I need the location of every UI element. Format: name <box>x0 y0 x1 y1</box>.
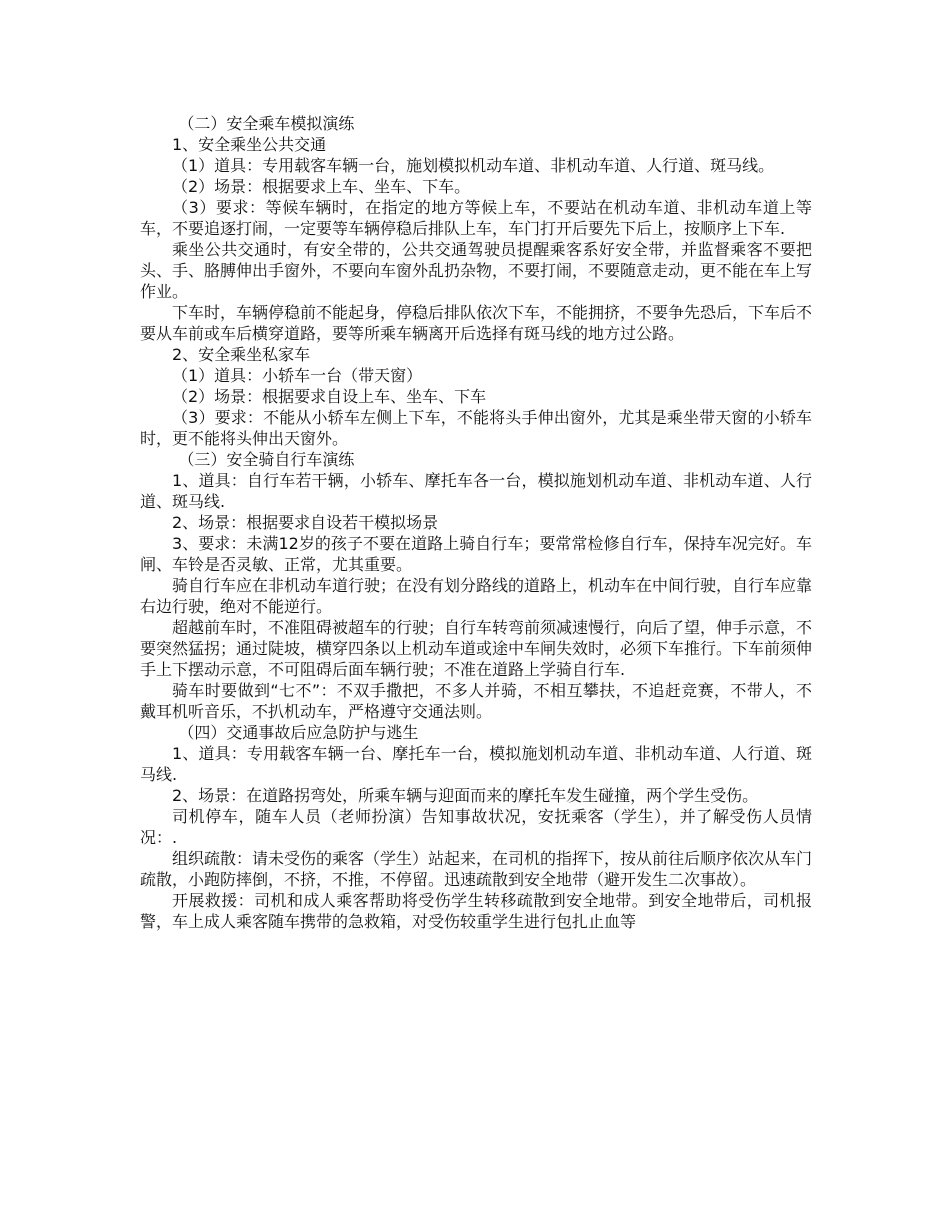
paragraph: 开展救援：司机和成人乘客帮助将受伤学生转移疏散到安全地带。到安全地带后，司机报警，车上成人乘客随车携带的急救箱，对受伤较重学生进行包扎止血等 <box>140 891 812 931</box>
paragraph: 3、要求：未满12岁的孩子不要在道路上骑自行车；要常常检修自行车，保持车况完好。车闸、车铃是否灵敏、正常，尤其重要。 <box>140 534 812 574</box>
paragraph: 组织疏散：请未受伤的乘客（学生）站起来，在司机的指挥下，按从前往后顺序依次从车门疏散，小跑防摔倒，不挤，不推，不停留。迅速疏散到安全地带（避开发生二次事故）。 <box>140 849 813 889</box>
paragraph: （1）道具：专用载客车辆一台，施划模拟机动车道、非机动车道、人行道、斑马线。 <box>172 156 775 175</box>
section-heading-3: （三）安全骑自行车演练 <box>178 450 355 469</box>
paragraph: 司机停车，随车人员（老师扮演）告知事故状况，安抚乘客（学生），并了解受伤人员情况：. <box>140 807 812 847</box>
paragraph: 超越前车时，不准阻碍被超车的行驶；自行车转弯前须减速慢行，向后了望，伸手示意，不要突然猛拐；通过陡坡，横穿四条以上机动车道或途中车闸失效时，必须下车推行。下车前须伸手上下摆动示意，不可阻碍后面车辆行驶；不准在道路上学骑自行车. <box>140 618 813 679</box>
section-heading-4: （四）交通事故后应急防护与逃生 <box>178 723 419 742</box>
paragraph: 骑车时要做到“七不”：不双手撒把，不多人并骑，不相互攀扶，不追赶竞赛，不带人，不戴耳机听音乐，不扒机动车，严格遵守交通法则。 <box>140 681 812 721</box>
subsection-heading-public-transport: 1、安全乘坐公共交通 <box>172 135 327 154</box>
paragraph: 骑自行车应在非机动车道行驶；在没有划分路线的道路上，机动车在中间行驶，自行车应靠右边行驶，绝对不能逆行。 <box>140 576 813 616</box>
paragraph: （2）场景：根据要求上车、坐车、下车。 <box>172 177 471 196</box>
paragraph: （1）道具：小轿车一台（带天窗） <box>172 366 423 385</box>
section-heading-2: （二）安全乘车模拟演练 <box>178 114 355 133</box>
paragraph: （2）场景：根据要求自设上车、坐车、下车 <box>172 387 487 406</box>
paragraph: 1、道具：自行车若干辆，小轿车、摩托车各一台，模拟施划机动车道、非机动车道、人行道、斑马线. <box>140 471 812 511</box>
paragraph: 2、场景：根据要求自设若干模拟场景 <box>172 513 439 532</box>
paragraph: （3）要求：等候车辆时，在指定的地方等候上车，不要站在机动车道、非机动车道上等车，不要追逐打闹，一定要等车辆停稳后排队上车，车门打开后要先下后上，按顺序上下车. <box>140 198 812 238</box>
document-body <box>140 113 812 932</box>
paragraph: 1、道具：专用载客车辆一台、摩托车一台，模拟施划机动车道、非机动车道、人行道、斑马线. <box>140 744 812 784</box>
paragraph: （3）要求：不能从小轿车左侧上下车，不能将头手伸出窗外，尤其是乘坐带天窗的小轿车时，更不能将头伸出天窗外。 <box>140 408 812 448</box>
paragraph: 乘坐公共交通时，有安全带的，公共交通驾驶员提醒乘客系好安全带，并监督乘客不要把头、手、胳膊伸出手窗外，不要向车窗外乱扔杂物，不要打闹，不要随意走动，更不能在车上写作业。 <box>140 240 813 301</box>
paragraph: 2、场景：在道路拐弯处，所乘车辆与迎面而来的摩托车发生碰撞，两个学生受伤。 <box>172 786 759 805</box>
paragraph: 下车时，车辆停稳前不能起身，停稳后排队依次下车，不能拥挤，不要争先恐后，下车后不要从车前或车后横穿道路，要等所乘车辆离开后选择有斑马线的地方过公路。 <box>140 303 813 343</box>
subsection-heading-private-car: 2、安全乘坐私家车 <box>172 345 311 364</box>
